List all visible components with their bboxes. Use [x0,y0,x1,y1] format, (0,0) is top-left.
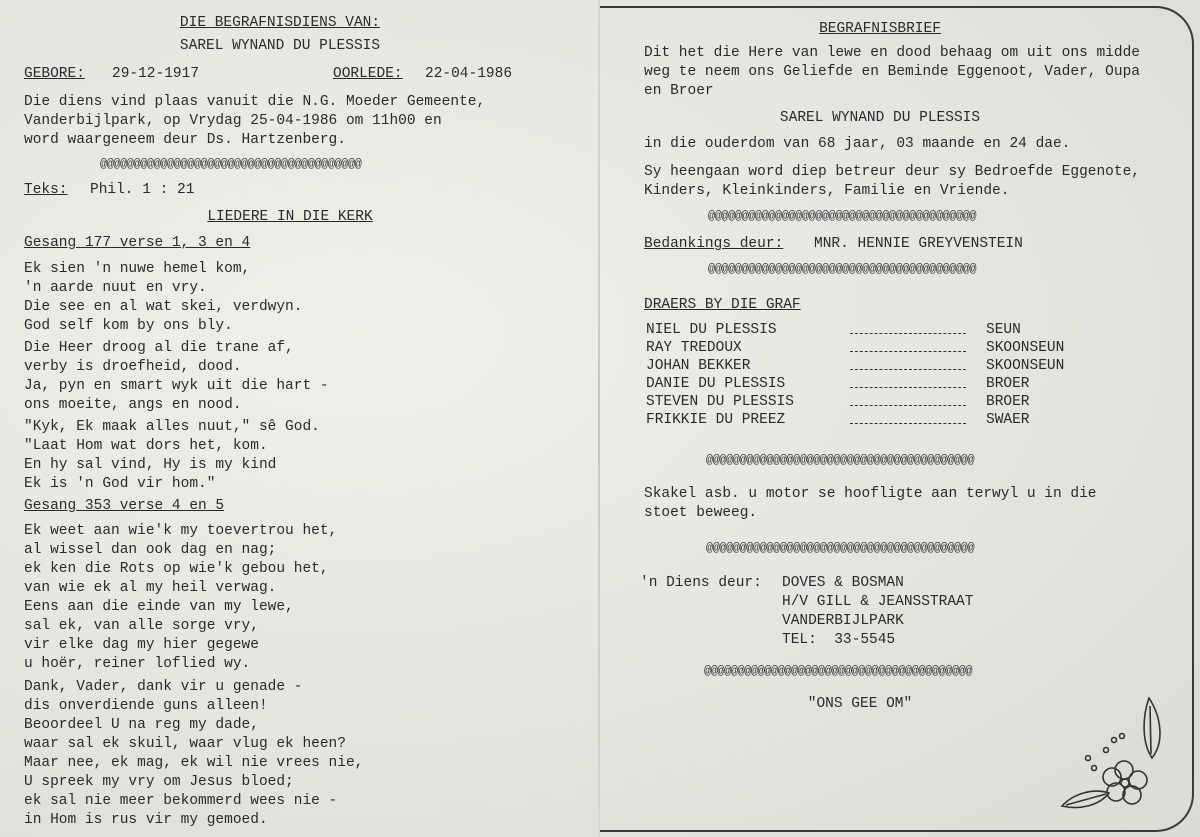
hymn-line: ons moeite, angs en nood. [24,397,242,413]
hymn-2-title: Gesang 353 verse 4 en 5 [24,498,225,514]
undertaker-line: VANDERBIJLPARK [782,613,904,629]
hymn-line: verby is droefheid, dood. [24,359,242,375]
dashed-leader [850,405,966,406]
right-page [600,6,1194,832]
intro-line: weg te neem ons Geliefde en Beminde Eggenoot, Vader, Oupa [644,64,1140,80]
notice-title: BEGRAFNISBRIEF [819,21,941,37]
hymn-line: "Kyk, Ek maak alles nuut," sê God. [24,419,320,435]
bearer-row [646,412,1086,430]
dashed-leader [850,387,966,388]
mourn-line: Sy heengaan word diep betreur deur sy Bedroefde Eggenote, [644,164,1140,180]
headlights-line: stoet beweeg. [644,505,758,521]
separator: @@@@@@@@@@@@@@@@@@@@@@@@@@@@@@@@@@@@@@@@ [708,209,977,223]
bearer-relation: BROER [986,394,1030,410]
bearer-name: NIEL DU PLESSIS [646,322,777,338]
hymn-line: En hy sal vind, Hy is my kind [24,457,277,473]
service-line: Die diens vind plaas vanuit die N.G. Moeder Gemeente, [24,94,486,110]
bearer-row [646,394,1086,412]
bearer-row [646,340,1086,358]
separator: @@@@@@@@@@@@@@@@@@@@@@@@@@@@@@@@@@@@@@@@ [706,453,975,467]
hymn-line: waar sal ek skuil, waar vlug ek heen? [24,736,346,752]
hymn-line: Die see en al wat skei, verdwyn. [24,299,303,315]
songs-title: LIEDERE IN DIE KERK [207,209,373,225]
flower-icon [1054,688,1174,818]
hymn-line: Dank, Vader, dank vir u genade - [24,679,303,695]
headlights-line: Skakel asb. u motor se hoofligte aan terwyl u in die [644,486,1097,502]
hymn-line: Maar nee, ek mag, ek wil nie vrees nie, [24,755,364,771]
bearer-row [646,322,1086,340]
bearer-relation: SKOONSEUN [986,340,1065,356]
service-by-label: 'n Diens deur: [640,575,762,591]
separator: @@@@@@@@@@@@@@@@@@@@@@@@@@@@@@@@@@@@@@@ [100,157,362,171]
mourn-line: Kinders, Kleinkinders, Familie en Vriende. [644,183,1010,199]
motto: "ONS GEE OM" [807,696,913,712]
hymn-line: 'n aarde nuut en vry. [24,280,207,296]
undertaker-line: TEL: 33-5545 [782,632,896,648]
scripture-label: Teks: [24,182,68,198]
hymn-1-title: Gesang 177 verse 1, 3 en 4 [24,235,251,251]
hymn-line: sal ek, van alle sorge vry, [24,618,259,634]
hymn-line: al wissel dan ook dag en nag; [24,542,277,558]
hymn-line: Ek sien 'n nuwe hemel kom, [24,261,251,277]
hymn-line: ek sal nie meer bekommerd wees nie - [24,793,338,809]
bearer-name: FRIKKIE DU PREEZ [646,412,786,428]
deceased-name: SAREL WYNAND DU PLESSIS [779,110,981,126]
bearer-relation: SWAER [986,412,1030,428]
hymn-line: Ek is 'n God vir hom." [24,476,216,492]
separator: @@@@@@@@@@@@@@@@@@@@@@@@@@@@@@@@@@@@@@@@ [704,664,973,678]
hymn-line: vir elke dag my hier gegewe [24,637,259,653]
hymn-line: Eens aan die einde van my lewe, [24,599,294,615]
service-line: Vanderbijlpark, op Vrydag 25-04-1986 om 11h00 en [24,113,442,129]
thanks-name: MNR. HENNIE GREYVENSTEIN [814,236,1023,252]
hymn-line: van wie ek al my heil verwag. [24,580,277,596]
undertaker-line: DOVES & BOSMAN [782,575,904,591]
born-label: GEBORE: [24,66,85,82]
dashed-leader [850,369,966,370]
scripture-reference: Phil. 1 : 21 [90,182,195,198]
age-line: in die ouderdom van 68 jaar, 03 maande en 24 dae. [644,136,1071,152]
undertaker-line: H/V GILL & JEANSSTRAAT [782,594,974,610]
dashed-leader [850,351,966,352]
bearer-row [646,358,1086,376]
hymn-line: Ek weet aan wie'k my toevertrou het, [24,523,338,539]
hymn-line: Beoordeel U na reg my dade, [24,717,259,733]
hymn-line: in Hom is rus vir my gemoed. [24,812,268,828]
hymn-line: U spreek my vry om Jesus bloed; [24,774,294,790]
dashed-leader [850,333,966,334]
bearer-name: JOHAN BEKKER [646,358,751,374]
separator: @@@@@@@@@@@@@@@@@@@@@@@@@@@@@@@@@@@@@@@@ [708,262,977,276]
died-date: 22-04-1986 [425,66,513,82]
bearer-row [646,376,1086,394]
intro-line: Dit het die Here van lewe en dood behaag om uit ons midde [644,45,1140,61]
hymn-line: u hoër, reiner loflied wy. [24,656,251,672]
service-line: word waargeneem deur Ds. Hartzenberg. [24,132,346,148]
hymn-line: "Laat Hom wat dors het, kom. [24,438,268,454]
hymn-line: dis onverdiende guns alleen! [24,698,268,714]
hymn-line: Ja, pyn en smart wyk uit die hart - [24,378,329,394]
bearer-name: STEVEN DU PLESSIS [646,394,794,410]
separator: @@@@@@@@@@@@@@@@@@@@@@@@@@@@@@@@@@@@@@@@ [706,541,975,555]
hymn-line: Die Heer droog al die trane af, [24,340,294,356]
bearer-name: DANIE DU PLESSIS [646,376,786,392]
dashed-leader [850,423,966,424]
hymn-line: God self kom by ons bly. [24,318,233,334]
bearers-title: DRAERS BY DIE GRAF [644,297,801,313]
left-page [0,0,598,837]
bearer-name: RAY TREDOUX [646,340,742,356]
thanks-label: Bedankings deur: [644,236,784,252]
service-title: DIE BEGRAFNISDIENS VAN: [179,15,381,31]
intro-line: en Broer [644,83,714,99]
bearer-relation: SEUN [986,322,1021,338]
deceased-name: SAREL WYNAND DU PLESSIS [179,38,381,54]
bearer-relation: BROER [986,376,1030,392]
born-date: 29-12-1917 [112,66,200,82]
died-label: OORLEDE: [333,66,403,82]
hymn-line: ek ken die Rots op wie'k gebou het, [24,561,329,577]
bearer-relation: SKOONSEUN [986,358,1065,374]
